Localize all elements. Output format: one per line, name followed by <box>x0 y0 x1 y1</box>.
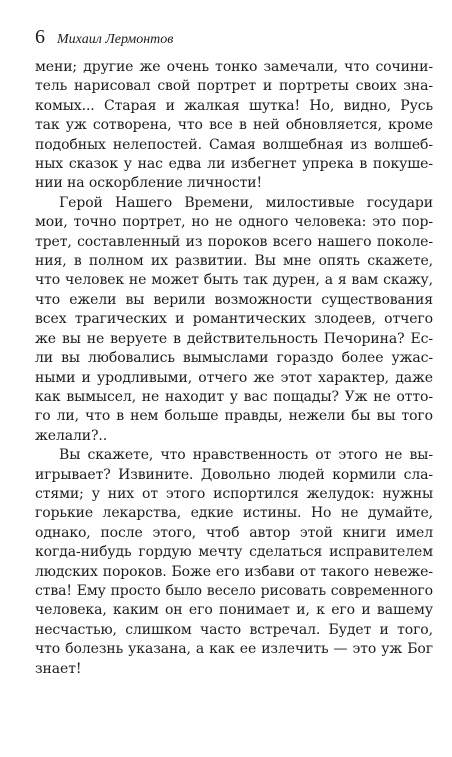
text-line: как вымысел, не находит у вас пощады? Уж не отто- <box>35 388 433 405</box>
text-line: так уж сотворена, что все в ней обновляется, кроме <box>35 117 433 134</box>
text-line: что болезнь указана, а как ее излечить — это уж Бог <box>35 641 433 658</box>
text-line: игрывает? Извините. Довольно людей кормили сла- <box>35 466 433 483</box>
paragraph <box>35 446 433 679</box>
text-line: ных сказок у нас едва ли избегнет упрека в покуше- <box>35 156 433 173</box>
text-line: когда-нибудь гордую мечту сделаться исправителем <box>35 544 433 561</box>
text-line: трет, составленный из пороков всего нашего поколе- <box>35 233 433 250</box>
body-text <box>35 58 433 679</box>
text-line: знает! <box>35 660 82 677</box>
text-line: человека, каким он его понимает и, к его и вашему <box>35 602 433 619</box>
text-line: желали?.. <box>35 427 108 444</box>
running-head-author: Михаил Лермонтов <box>57 32 174 47</box>
paragraph <box>35 58 433 194</box>
text-line: же вы не веруете в действительность Печорина? Ес- <box>35 330 433 347</box>
text-line: мени; другие же очень тонко замечали, что сочини- <box>35 59 433 75</box>
text-line: горькие лекарства, едкие истины. Но не думайте, <box>35 505 433 522</box>
text-line: стями; у них от этого испортился желудок: нужны <box>35 485 433 502</box>
page-header <box>35 26 173 56</box>
text-line: Вы скажете, что нравственность от этого не вы- <box>59 447 433 464</box>
text-line: ния, в полном их развитии. Вы мне опять скажете, <box>35 253 433 270</box>
page-number: 6 <box>35 26 45 48</box>
text-line: ли вы любовались вымыслами гораздо более ужас- <box>35 350 433 367</box>
text-line: что человек не может быть так дурен, а я вам скажу, <box>35 272 433 289</box>
text-line: ства! Ему просто было весело рисовать современного <box>35 582 433 599</box>
text-line: комых... Старая и жалкая шутка! Но, видно, Русь <box>35 97 433 114</box>
text-line: людских пороков. Боже его избави от такого невеже- <box>35 563 433 580</box>
text-line: несчастью, слишком часто встречал. Будет и того, <box>35 621 433 638</box>
text-line: что ежели вы верили возможности существования <box>35 291 433 308</box>
text-line: однако, после этого, чтоб автор этой книги имел <box>35 524 433 541</box>
text-line: ными и уродливыми, отчего же этот характер, даже <box>35 369 433 386</box>
text-line: нии на оскорбление личности! <box>35 175 262 192</box>
text-line: тель нарисовал свой портрет и портреты своих зна- <box>35 78 433 95</box>
text-line: всех трагических и романтических злодеев, отчего <box>35 311 433 328</box>
text-line: подобных нелепостей. Самая волшебная из волшеб- <box>35 136 433 153</box>
text-line: го ли, что в нем больше правды, нежели бы вы того <box>35 408 433 425</box>
paragraph <box>35 194 433 446</box>
text-line: Герой Нашего Времени, милостивые государи <box>59 194 433 211</box>
text-line: мои, точно портрет, но не одного человека: это пор- <box>35 214 433 231</box>
